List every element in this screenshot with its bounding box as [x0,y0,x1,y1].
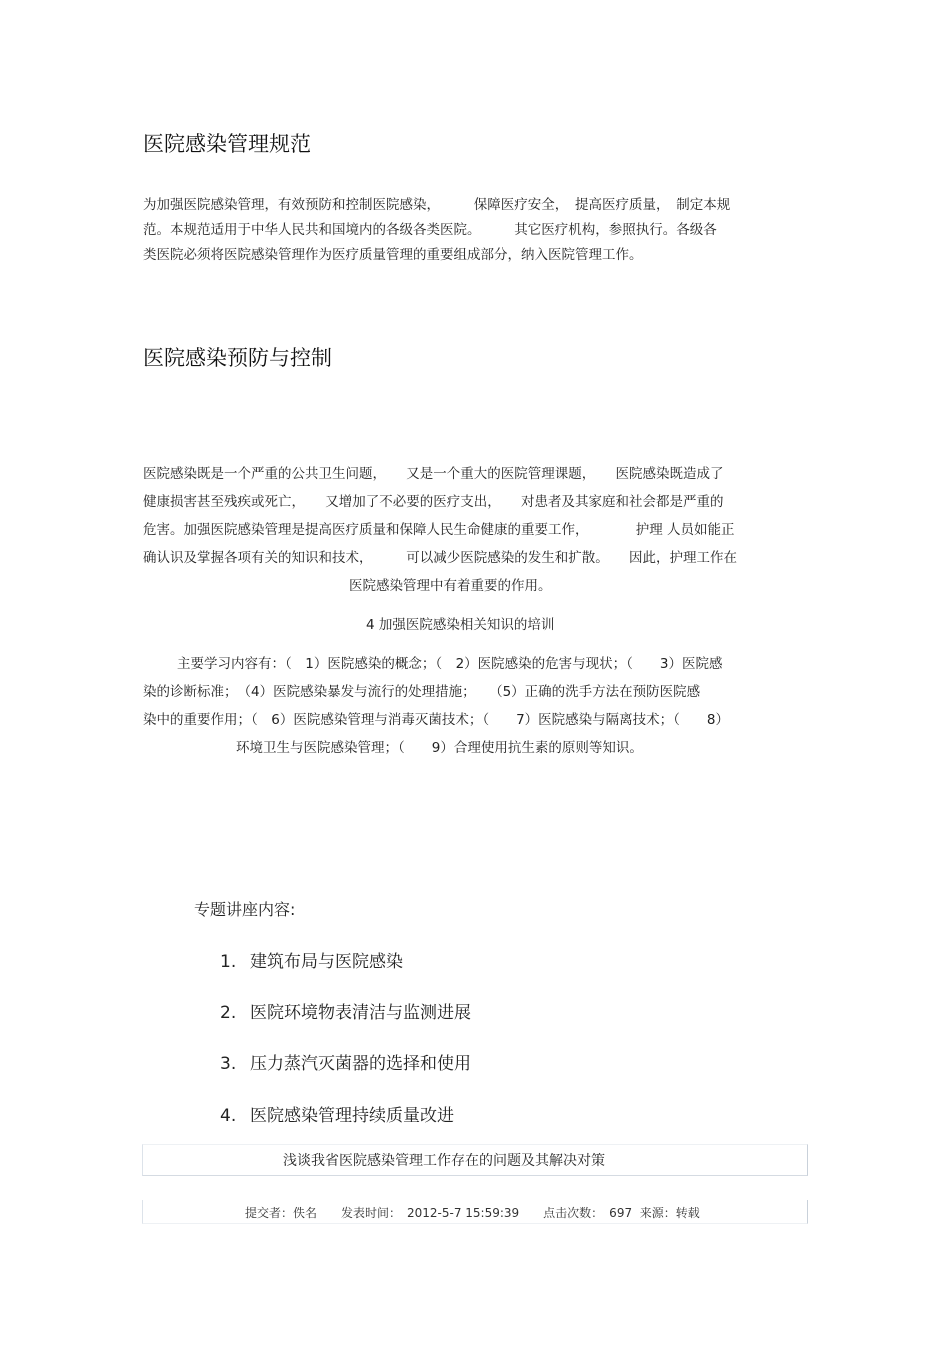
paragraph-line: 范。本规范适用于中华人民共和国境内的各级各类医院。 其它医疗机构，参照执行。各级各 [143,222,717,238]
study-content-line: 染的诊断标准； （4）医院感染暴发与流行的处理措施； （5）正确的洗手方法在预防医院感 [143,684,701,700]
lecture-item [220,998,471,1023]
lecture-title: 医院感染管理持续质量改进 [250,1106,454,1126]
lecture-number: 1. [220,952,237,972]
paragraph-line: 类医院必须将医院感染管理作为医疗质量管理的重要组成部分，纳入医院管理工作。 [143,247,643,263]
study-content-line: 染中的重要作用；（ 6）医院感染管理与消毒灭菌技术；（ 7）医院感染与隔离技术；（ 8） [143,712,730,728]
section-title-management-standard: 医院感染管理规范 [143,132,311,156]
paragraph-line: 确认识及掌握各项有关的知识和技术， 可以减少医院感染的发生和扩散。 因此，护理工作在 [143,550,737,566]
lecture-title: 医院环境物表清洁与监测进展 [250,1003,471,1023]
lecture-item [220,1101,454,1126]
paragraph-line: 为加强医院感染管理，有效预防和控制医院感染， 保障医疗安全， 提高医疗质量， 制定本规 [143,197,731,213]
article-title-bar [142,1144,808,1176]
lecture-number: 3. [220,1054,237,1074]
lecture-number: 4. [220,1106,237,1126]
article-meta-bar [142,1200,808,1224]
lecture-title: 建筑布局与医院感染 [250,952,403,972]
paragraph-line: 医院感染既是一个严重的公共卫生问题， 又是一个重大的医院管理课题， 医院感染既造成了 [143,466,724,482]
lecture-title: 压力蒸汽灭菌器的选择和使用 [250,1054,471,1074]
lectures-heading: 专题讲座内容: [194,900,296,919]
lecture-number: 2. [220,1003,237,1023]
section-title-prevention-control: 医院感染预防与控制 [143,346,332,370]
study-content-line: 主要学习内容有：（ 1）医院感染的概念；（ 2）医院感染的危害与现状；（ 3）医院感 [177,656,723,672]
lecture-item [220,1049,471,1074]
study-content-line: 环境卫生与医院感染管理；（ 9）合理使用抗生素的原则等知识。 [236,740,643,756]
paragraph-line: 健康损害甚至残疾或死亡， 又增加了不必要的医疗支出， 对患者及其家庭和社会都是严重的 [143,494,724,510]
lecture-item [220,947,403,972]
training-subheading: 4 加强医院感染相关知识的培训 [366,617,555,633]
paragraph-line: 危害。加强医院感染管理是提高医疗质量和保障人民生命健康的重要工作， 护理 人员如能正 [143,522,735,538]
article-title: 浅谈我省医院感染管理工作存在的问题及其解决对策 [283,1153,605,1169]
article-meta: 提交者：佚名 发表时间： 2012-5-7 15:59:39 点击次数： 697 来源：转载 [245,1206,700,1220]
paragraph-line: 医院感染管理中有着重要的作用。 [349,578,552,594]
